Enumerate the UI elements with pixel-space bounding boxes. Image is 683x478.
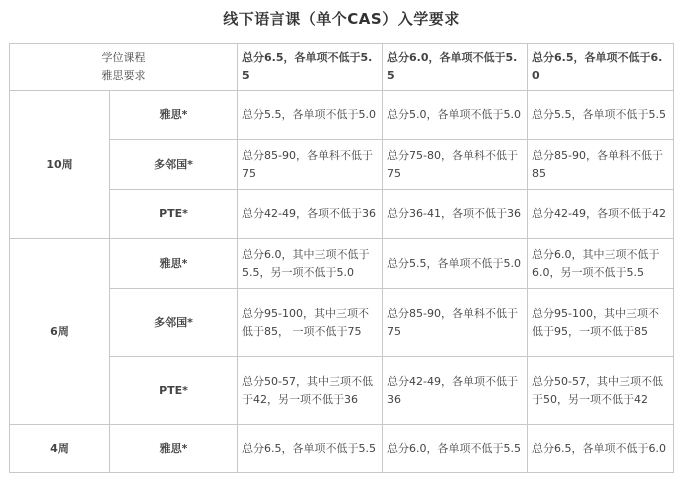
test-label-ielts: 雅思* bbox=[110, 425, 238, 473]
table-row bbox=[10, 289, 674, 357]
duration-cell-4-weeks: 4周 bbox=[10, 425, 110, 473]
column-header-3: 总分6.5，各单项不低于6.0 bbox=[528, 44, 674, 91]
requirement-cell: 总分5.5，各单项不低于5.0 bbox=[383, 239, 528, 289]
duration-cell-6-weeks: 6周 bbox=[10, 239, 110, 425]
corner-line-degree: 学位课程 bbox=[101, 51, 146, 64]
requirement-cell: 总分5.5，各单项不低于5.5 bbox=[528, 91, 674, 140]
requirement-cell: 总分42-49，各项不低于36 bbox=[238, 190, 383, 239]
requirement-cell: 总分85-90，各单科不低于75 bbox=[383, 289, 528, 357]
requirements-table bbox=[9, 43, 674, 473]
table-row bbox=[10, 239, 674, 289]
requirement-cell: 总分42-49，各单项不低于36 bbox=[383, 357, 528, 425]
test-label-duolingo: 多邻国* bbox=[110, 289, 238, 357]
requirement-cell: 总分42-49，各项不低于42 bbox=[528, 190, 674, 239]
test-label-ielts: 雅思* bbox=[110, 91, 238, 140]
requirement-cell: 总分5.0，各单项不低于5.0 bbox=[383, 91, 528, 140]
requirement-cell: 总分6.5，各单项不低于5.5 bbox=[238, 425, 383, 473]
requirement-cell: 总分50-57，其中三项不低于50，另一项不低于42 bbox=[528, 357, 674, 425]
requirement-cell: 总分6.0，其中三项不低于6.0，另一项不低于5.5 bbox=[528, 239, 674, 289]
requirement-cell: 总分36-41，各项不低于36 bbox=[383, 190, 528, 239]
table-row bbox=[10, 91, 674, 140]
requirement-cell: 总分5.5，各单项不低于5.0 bbox=[238, 91, 383, 140]
corner-header-cell bbox=[10, 44, 238, 91]
test-label-duolingo: 多邻国* bbox=[110, 140, 238, 190]
corner-line-ielts: 雅思要求 bbox=[101, 69, 146, 82]
duration-cell-10-weeks: 10周 bbox=[10, 91, 110, 239]
column-header-2: 总分6.0，各单项不低于5.5 bbox=[383, 44, 528, 91]
header-row bbox=[10, 44, 674, 91]
requirement-cell: 总分6.5，各单项不低于6.0 bbox=[528, 425, 674, 473]
requirement-cell: 总分6.0，各单项不低于5.5 bbox=[383, 425, 528, 473]
table-row bbox=[10, 357, 674, 425]
table-row bbox=[10, 190, 674, 239]
table-row bbox=[10, 140, 674, 190]
page-title: 线下语言课（单个CAS）入学要求 bbox=[223, 10, 460, 28]
test-label-pte: PTE* bbox=[110, 190, 238, 239]
requirement-cell: 总分95-100，其中三项不低于85， 一项不低于75 bbox=[238, 289, 383, 357]
requirement-cell: 总分75-80，各单科不低于75 bbox=[383, 140, 528, 190]
test-label-ielts: 雅思* bbox=[110, 239, 238, 289]
table-row bbox=[10, 425, 674, 473]
requirement-cell: 总分6.0，其中三项不低于5.5，另一项不低于5.0 bbox=[238, 239, 383, 289]
column-header-1: 总分6.5，各单项不低于5.5 bbox=[238, 44, 383, 91]
requirement-cell: 总分85-90，各单科不低于75 bbox=[238, 140, 383, 190]
requirement-cell: 总分95-100，其中三项不低于95，一项不低于85 bbox=[528, 289, 674, 357]
requirement-cell: 总分50-57，其中三项不低于42，另一项不低于36 bbox=[238, 357, 383, 425]
test-label-pte: PTE* bbox=[110, 357, 238, 425]
requirement-cell: 总分85-90，各单科不低于85 bbox=[528, 140, 674, 190]
